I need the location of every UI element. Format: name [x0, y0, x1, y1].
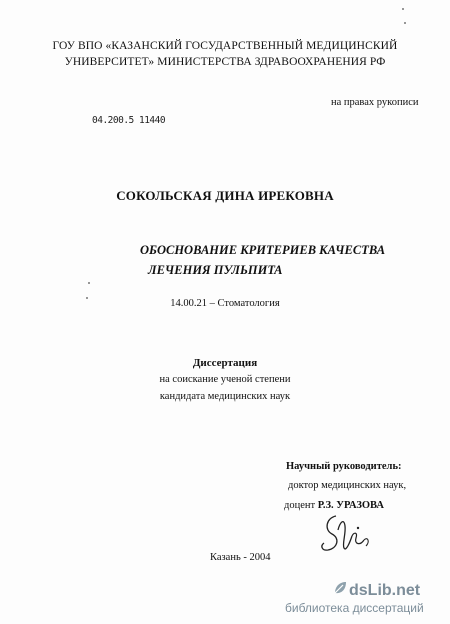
- handwritten-signature: [318, 508, 374, 556]
- specialty-code: 14.00.21 – Стоматология: [170, 298, 280, 309]
- scan-speck: [88, 282, 90, 284]
- watermark-subtitle: библиотека диссертаций: [285, 601, 424, 615]
- thesis-title-line-2: ЛЕЧЕНИЯ ПУЛЬПИТА: [148, 263, 283, 277]
- registration-stamp: 04.200.5 11440: [92, 115, 166, 126]
- supervisor-heading: Научный руководитель:: [286, 461, 402, 472]
- thesis-title-line-1: ОБОСНОВАНИЕ КРИТЕРИЕВ КАЧЕСТВА: [140, 243, 386, 257]
- dslib-logo-icon: [332, 580, 348, 596]
- supervisor-position: доцент: [284, 500, 316, 511]
- degree-line-2: кандидата медицинских наук: [159, 391, 291, 402]
- rights-note: на правах рукописи: [331, 97, 419, 108]
- scan-speck: [404, 22, 406, 24]
- supervisor-rank: доктор медицинских наук,: [288, 480, 407, 491]
- scan-speck: [86, 297, 88, 299]
- supervisor-name: Р.З. УРАЗОВА: [317, 500, 384, 511]
- city-year: Казань - 2004: [210, 552, 271, 563]
- watermark-site[interactable]: dsLib.net: [349, 582, 421, 599]
- institution-line-1: ГОУ ВПО «КАЗАНСКИЙ ГОСУДАРСТВЕННЫЙ МЕДИЦИНСКИЙ: [52, 40, 398, 52]
- institution-line-2: УНИВЕРСИТЕТ» МИНИСТЕРСТВА ЗДРАВООХРАНЕНИЯ РФ: [64, 56, 386, 68]
- dissertation-label: Диссертация: [192, 357, 258, 369]
- degree-line-1: на соискание ученой степени: [159, 374, 291, 385]
- scan-speck: [402, 8, 404, 10]
- author-name: СОКОЛЬСКАЯ ДИНА ИРЕКОВНА: [116, 188, 334, 203]
